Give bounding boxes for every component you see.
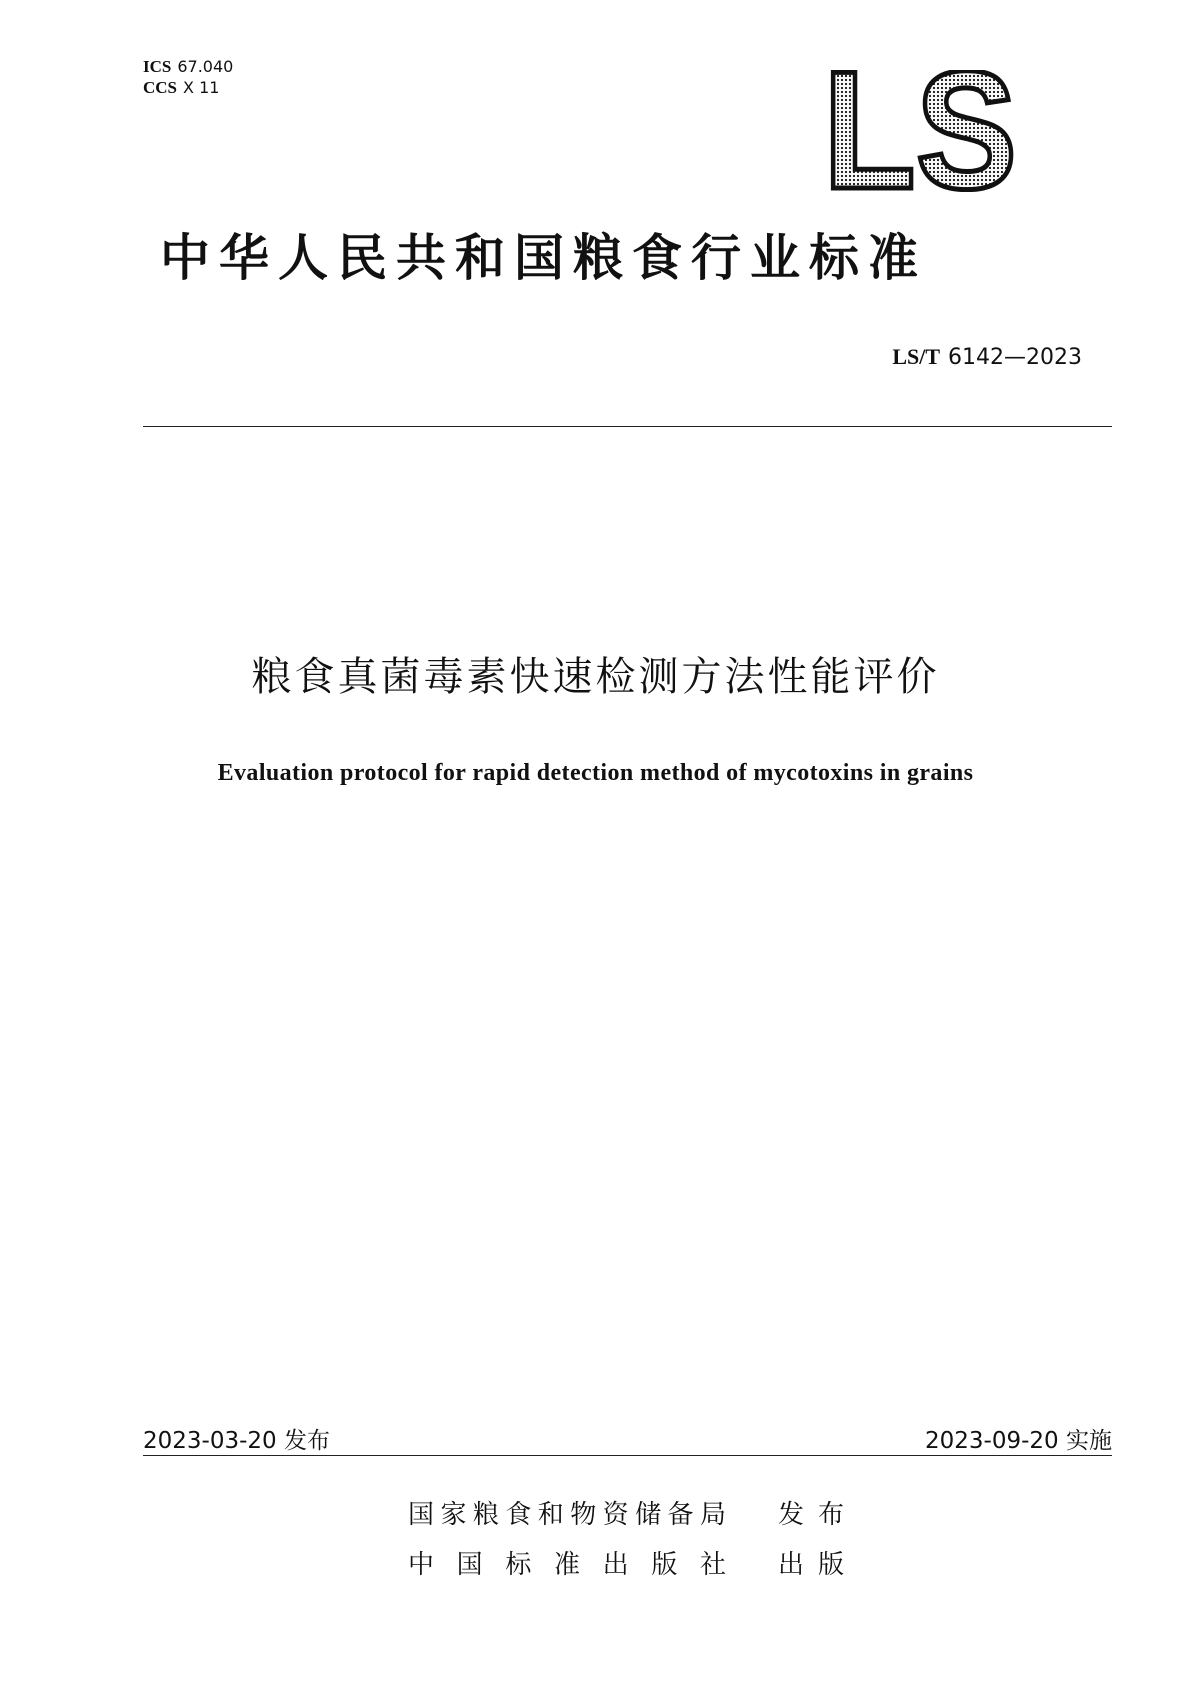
- document-title-chinese: 粮食真菌毒素快速检测方法性能评价: [251, 654, 940, 700]
- standard-code-prefix: LS/T: [892, 344, 941, 369]
- publisher-action: 出版: [778, 1550, 859, 1580]
- ls-logo: [820, 70, 1020, 192]
- ccs-label: CCS: [143, 78, 178, 97]
- header-divider: [143, 426, 1112, 427]
- publisher-row: [408, 1544, 858, 1581]
- standard-type-title: 中华人民共和国粮食行业标准: [160, 229, 927, 287]
- publisher-organization: 国家粮食和物资储备局: [408, 1500, 726, 1530]
- classification-codes: [143, 56, 233, 98]
- standard-code-number: 6142—2023: [948, 345, 1082, 370]
- logo-text: LS: [823, 70, 1017, 192]
- publisher-organization: 中国标准出版社: [408, 1550, 726, 1580]
- publisher-action: 发布: [778, 1500, 859, 1530]
- effective-date: 2023-09-20 实施: [925, 1428, 1112, 1454]
- ccs-value: X 11: [183, 78, 220, 97]
- issue-date: 2023-03-20 发布: [143, 1428, 330, 1454]
- ics-line: [143, 56, 233, 77]
- document-title-english: Evaluation protocol for rapid detection method of mycotoxins in grains: [217, 760, 974, 786]
- publisher-row: [408, 1494, 858, 1531]
- ccs-line: [143, 77, 233, 98]
- ics-label: ICS: [143, 57, 172, 76]
- footer-divider: [143, 1455, 1112, 1456]
- standard-number: [892, 344, 1082, 370]
- ics-value: 67.040: [177, 57, 234, 76]
